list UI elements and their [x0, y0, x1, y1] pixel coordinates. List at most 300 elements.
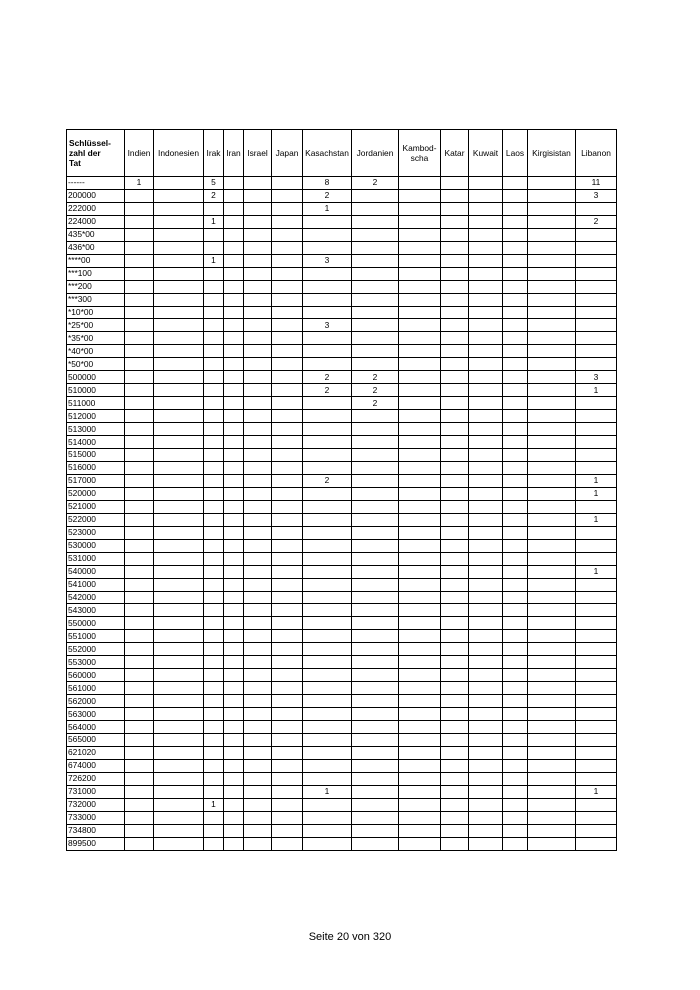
count-cell: [272, 746, 303, 759]
count-cell: [399, 526, 441, 539]
count-cell: [244, 241, 272, 254]
count-cell: [441, 604, 469, 617]
count-cell: [272, 241, 303, 254]
table-row: [67, 358, 617, 371]
count-cell: [528, 824, 576, 837]
count-cell: [244, 202, 272, 215]
count-cell: [503, 617, 528, 630]
count-cell: [469, 280, 503, 293]
count-cell: [469, 177, 503, 190]
count-cell: [469, 656, 503, 669]
count-cell: [224, 461, 244, 474]
count-cell: [125, 539, 154, 552]
count-cell: [154, 552, 204, 565]
count-cell: [441, 759, 469, 772]
count-cell: [352, 254, 399, 267]
count-cell: [503, 798, 528, 811]
count-cell: [204, 332, 224, 345]
count-cell: [125, 228, 154, 241]
column-header: Jordanien: [352, 130, 399, 177]
count-cell: [224, 669, 244, 682]
count-cell: [224, 487, 244, 500]
count-cell: [503, 721, 528, 734]
count-cell: [154, 177, 204, 190]
count-cell: [503, 824, 528, 837]
count-cell: [125, 708, 154, 721]
count-cell: [125, 371, 154, 384]
count-cell: [503, 759, 528, 772]
column-header: Iran: [224, 130, 244, 177]
count-cell: [272, 539, 303, 552]
count-cell: [125, 798, 154, 811]
count-cell: [303, 449, 352, 462]
count-cell: [125, 319, 154, 332]
count-cell: [469, 332, 503, 345]
count-cell: 1: [576, 384, 617, 397]
count-cell: [576, 669, 617, 682]
count-cell: [154, 721, 204, 734]
count-cell: [352, 267, 399, 280]
count-cell: [528, 267, 576, 280]
column-header: Kirgisistan: [528, 130, 576, 177]
count-cell: [503, 461, 528, 474]
count-cell: [441, 449, 469, 462]
count-cell: [303, 721, 352, 734]
table-row: [67, 591, 617, 604]
count-cell: [469, 241, 503, 254]
count-cell: [125, 811, 154, 824]
count-cell: [204, 759, 224, 772]
offense-key-cell: 517000: [67, 474, 125, 487]
count-cell: [399, 228, 441, 241]
count-cell: [204, 384, 224, 397]
count-cell: [441, 319, 469, 332]
column-header: Schlüssel- zahl der Tat: [67, 130, 125, 177]
count-cell: [352, 215, 399, 228]
table-row: [67, 695, 617, 708]
count-cell: [528, 578, 576, 591]
count-cell: [576, 345, 617, 358]
count-cell: [528, 280, 576, 293]
count-cell: [154, 643, 204, 656]
count-cell: [204, 746, 224, 759]
count-cell: [204, 371, 224, 384]
offense-key-cell: 564000: [67, 721, 125, 734]
count-cell: [204, 591, 224, 604]
count-cell: [125, 345, 154, 358]
count-cell: [399, 267, 441, 280]
count-cell: [125, 721, 154, 734]
count-cell: [125, 487, 154, 500]
table-row: [67, 552, 617, 565]
count-cell: [204, 436, 224, 449]
count-cell: [441, 254, 469, 267]
count-cell: [528, 228, 576, 241]
count-cell: [469, 539, 503, 552]
count-cell: [303, 345, 352, 358]
count-cell: [125, 656, 154, 669]
offense-key-cell: 899500: [67, 837, 125, 850]
count-cell: [503, 280, 528, 293]
count-cell: [204, 267, 224, 280]
count-cell: [441, 215, 469, 228]
count-cell: [352, 695, 399, 708]
count-cell: [352, 500, 399, 513]
offense-key-cell: ------: [67, 177, 125, 190]
count-cell: [399, 384, 441, 397]
count-cell: [125, 500, 154, 513]
count-cell: [224, 397, 244, 410]
count-cell: [244, 669, 272, 682]
count-cell: [352, 591, 399, 604]
count-cell: [399, 410, 441, 423]
count-cell: [503, 410, 528, 423]
count-cell: [352, 202, 399, 215]
count-cell: [399, 733, 441, 746]
count-cell: [399, 785, 441, 798]
count-cell: [272, 410, 303, 423]
count-cell: [469, 695, 503, 708]
offense-key-cell: 513000: [67, 423, 125, 436]
table-row: [67, 604, 617, 617]
count-cell: [503, 513, 528, 526]
count-cell: [469, 526, 503, 539]
offense-key-cell: *25*00: [67, 319, 125, 332]
count-cell: [244, 552, 272, 565]
count-cell: [204, 228, 224, 241]
count-cell: [469, 837, 503, 850]
count-cell: [441, 280, 469, 293]
count-cell: [503, 436, 528, 449]
count-cell: [272, 189, 303, 202]
count-cell: [244, 500, 272, 513]
offense-key-cell: 552000: [67, 643, 125, 656]
table-row: [67, 461, 617, 474]
count-cell: [528, 630, 576, 643]
count-cell: [441, 500, 469, 513]
count-cell: [399, 578, 441, 591]
count-cell: [125, 630, 154, 643]
table-row: [67, 708, 617, 721]
count-cell: [244, 436, 272, 449]
column-header: Kuwait: [469, 130, 503, 177]
count-cell: [399, 306, 441, 319]
count-cell: [224, 772, 244, 785]
count-cell: 2: [303, 474, 352, 487]
count-cell: [303, 682, 352, 695]
count-cell: [125, 397, 154, 410]
count-cell: [272, 254, 303, 267]
count-cell: [528, 708, 576, 721]
table-row: [67, 215, 617, 228]
count-cell: [528, 604, 576, 617]
count-cell: [528, 721, 576, 734]
count-cell: [154, 746, 204, 759]
count-cell: [469, 293, 503, 306]
count-cell: [125, 759, 154, 772]
count-cell: [244, 526, 272, 539]
count-cell: [303, 656, 352, 669]
count-cell: [399, 449, 441, 462]
table-row: [67, 202, 617, 215]
count-cell: [154, 202, 204, 215]
count-cell: [352, 461, 399, 474]
count-cell: [441, 785, 469, 798]
count-cell: [399, 202, 441, 215]
offense-key-cell: 541000: [67, 578, 125, 591]
count-cell: [469, 708, 503, 721]
count-cell: [441, 811, 469, 824]
count-cell: [399, 656, 441, 669]
count-cell: [224, 733, 244, 746]
count-cell: [528, 319, 576, 332]
table-header-row: [67, 130, 617, 177]
count-cell: 11: [576, 177, 617, 190]
count-cell: [224, 604, 244, 617]
count-cell: [503, 811, 528, 824]
count-cell: [441, 228, 469, 241]
count-cell: [125, 474, 154, 487]
count-cell: 2: [576, 215, 617, 228]
table-row: [67, 345, 617, 358]
count-cell: [224, 280, 244, 293]
count-cell: 1: [204, 254, 224, 267]
count-cell: [272, 423, 303, 436]
count-cell: [528, 669, 576, 682]
offense-key-cell: 726200: [67, 772, 125, 785]
table-row: [67, 643, 617, 656]
count-cell: [576, 202, 617, 215]
count-cell: [469, 811, 503, 824]
count-cell: 1: [576, 785, 617, 798]
count-cell: [154, 215, 204, 228]
count-cell: [224, 643, 244, 656]
offense-key-cell: 523000: [67, 526, 125, 539]
count-cell: [503, 332, 528, 345]
count-cell: [204, 461, 224, 474]
count-cell: 2: [352, 397, 399, 410]
table-row: [67, 682, 617, 695]
count-cell: [576, 643, 617, 656]
count-cell: [224, 436, 244, 449]
count-cell: [224, 682, 244, 695]
count-cell: [154, 695, 204, 708]
count-cell: [224, 695, 244, 708]
table-row: [67, 177, 617, 190]
offense-key-cell: 512000: [67, 410, 125, 423]
count-cell: [576, 358, 617, 371]
count-cell: [125, 215, 154, 228]
count-cell: [399, 539, 441, 552]
offense-key-cell: 514000: [67, 436, 125, 449]
count-cell: [224, 306, 244, 319]
count-cell: [399, 630, 441, 643]
count-cell: [441, 746, 469, 759]
count-cell: [125, 461, 154, 474]
count-cell: [204, 772, 224, 785]
count-cell: [469, 617, 503, 630]
count-cell: [469, 371, 503, 384]
count-cell: [503, 500, 528, 513]
count-cell: [244, 643, 272, 656]
count-cell: [244, 759, 272, 772]
count-cell: [244, 695, 272, 708]
count-cell: [224, 449, 244, 462]
offense-key-cell: 561000: [67, 682, 125, 695]
count-cell: [503, 319, 528, 332]
count-cell: [503, 293, 528, 306]
count-cell: [352, 539, 399, 552]
count-cell: [303, 578, 352, 591]
count-cell: 1: [576, 487, 617, 500]
count-cell: [469, 474, 503, 487]
count-cell: [503, 449, 528, 462]
count-cell: [399, 371, 441, 384]
count-cell: [528, 591, 576, 604]
count-cell: [224, 254, 244, 267]
count-cell: [154, 578, 204, 591]
count-cell: [441, 837, 469, 850]
count-cell: [441, 410, 469, 423]
count-cell: [224, 241, 244, 254]
count-cell: [503, 423, 528, 436]
count-cell: [576, 824, 617, 837]
count-cell: [204, 500, 224, 513]
count-cell: [272, 565, 303, 578]
column-header: Israel: [244, 130, 272, 177]
count-cell: [352, 449, 399, 462]
count-cell: [303, 733, 352, 746]
count-cell: [303, 746, 352, 759]
count-cell: [154, 228, 204, 241]
count-cell: [303, 487, 352, 500]
count-cell: [204, 306, 224, 319]
count-cell: [272, 591, 303, 604]
count-cell: [441, 708, 469, 721]
count-cell: [528, 785, 576, 798]
count-cell: [399, 319, 441, 332]
column-header: Katar: [441, 130, 469, 177]
count-cell: [441, 423, 469, 436]
count-cell: [224, 837, 244, 850]
count-cell: [469, 397, 503, 410]
count-cell: [224, 513, 244, 526]
count-cell: [576, 332, 617, 345]
count-cell: [399, 293, 441, 306]
offense-key-cell: 222000: [67, 202, 125, 215]
count-cell: [154, 461, 204, 474]
count-cell: [204, 708, 224, 721]
count-cell: [224, 177, 244, 190]
count-cell: [469, 306, 503, 319]
count-cell: [503, 371, 528, 384]
count-cell: [503, 630, 528, 643]
count-cell: [576, 500, 617, 513]
count-cell: [399, 746, 441, 759]
count-cell: [576, 267, 617, 280]
count-cell: [469, 591, 503, 604]
count-cell: [204, 643, 224, 656]
count-cell: [125, 591, 154, 604]
count-cell: [272, 552, 303, 565]
count-cell: [272, 630, 303, 643]
count-cell: [528, 306, 576, 319]
offense-key-cell: 511000: [67, 397, 125, 410]
count-cell: [352, 189, 399, 202]
count-cell: [399, 345, 441, 358]
count-cell: [528, 423, 576, 436]
count-cell: [352, 759, 399, 772]
count-cell: [576, 293, 617, 306]
count-cell: 3: [303, 319, 352, 332]
count-cell: [399, 565, 441, 578]
count-cell: [503, 397, 528, 410]
count-cell: [399, 177, 441, 190]
count-cell: [576, 591, 617, 604]
count-cell: [272, 708, 303, 721]
count-cell: [528, 798, 576, 811]
count-cell: [244, 254, 272, 267]
offense-key-cell: 542000: [67, 591, 125, 604]
count-cell: [469, 423, 503, 436]
count-cell: [441, 669, 469, 682]
count-cell: [352, 578, 399, 591]
count-cell: [125, 254, 154, 267]
count-cell: [244, 708, 272, 721]
count-cell: [154, 617, 204, 630]
statistics-table: [66, 129, 617, 851]
count-cell: [272, 798, 303, 811]
count-cell: [204, 604, 224, 617]
count-cell: [272, 759, 303, 772]
count-cell: [272, 293, 303, 306]
count-cell: [303, 241, 352, 254]
count-cell: [441, 189, 469, 202]
count-cell: [528, 371, 576, 384]
count-cell: [272, 177, 303, 190]
count-cell: 1: [303, 785, 352, 798]
offense-key-cell: *50*00: [67, 358, 125, 371]
count-cell: [204, 578, 224, 591]
count-cell: [352, 682, 399, 695]
count-cell: [244, 293, 272, 306]
offense-key-cell: 436*00: [67, 241, 125, 254]
count-cell: [125, 617, 154, 630]
count-cell: [244, 280, 272, 293]
count-cell: [528, 241, 576, 254]
count-cell: [503, 384, 528, 397]
count-cell: [441, 487, 469, 500]
count-cell: [352, 630, 399, 643]
count-cell: [441, 591, 469, 604]
count-cell: 2: [303, 189, 352, 202]
count-cell: [303, 397, 352, 410]
count-cell: [503, 552, 528, 565]
count-cell: [204, 682, 224, 695]
count-cell: [244, 746, 272, 759]
count-cell: [154, 811, 204, 824]
count-cell: [503, 358, 528, 371]
count-cell: [303, 565, 352, 578]
count-cell: [154, 254, 204, 267]
offense-key-cell: 522000: [67, 513, 125, 526]
count-cell: [576, 604, 617, 617]
count-cell: 2: [204, 189, 224, 202]
count-cell: [441, 461, 469, 474]
count-cell: [154, 824, 204, 837]
offense-key-cell: 510000: [67, 384, 125, 397]
count-cell: [576, 682, 617, 695]
